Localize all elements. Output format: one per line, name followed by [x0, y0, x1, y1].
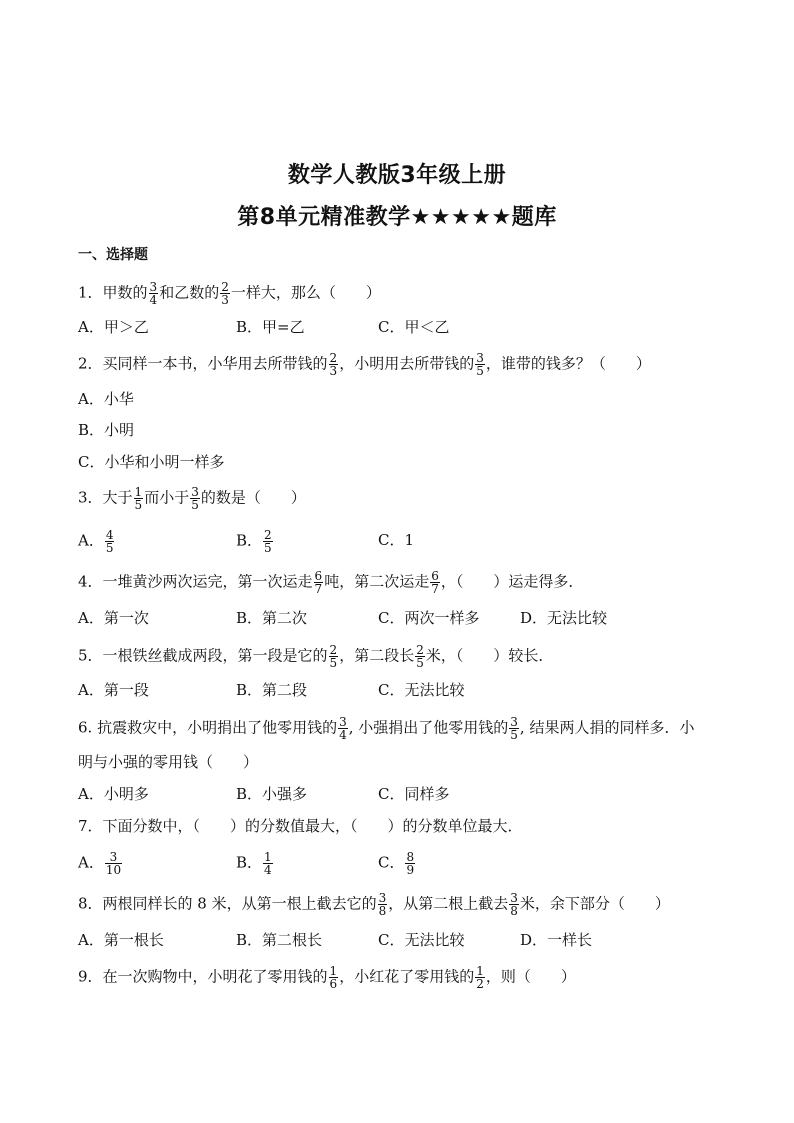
option-a[interactable]: A．小华	[78, 390, 134, 408]
option-a[interactable]: A．小明多	[78, 785, 149, 803]
question-6-continued: 明与小强的零用钱（ ）	[78, 753, 259, 771]
option-b[interactable]: B． $\frac{1}{4}$	[236, 850, 272, 877]
question-9	[78, 965, 576, 990]
option-a[interactable]: A．甲＞乙	[78, 318, 149, 336]
fraction: $\frac{3}{8}$	[510, 891, 518, 918]
option-b[interactable]: B．甲=乙	[236, 318, 305, 336]
fraction: $\frac{1}{6}$	[329, 964, 338, 991]
page-title: 数学人教版3年级上册	[287, 163, 507, 188]
question-text: 8．两根同样长的 8 米，从第一根上截去它的	[78, 894, 377, 913]
option-c[interactable]: C．1	[378, 531, 415, 549]
question-3	[78, 486, 306, 511]
question-text: , 小强捐出了他零用钱的	[348, 718, 509, 737]
question-text: ，第二段长	[339, 646, 415, 665]
fraction: $\frac{6}{7}$	[314, 569, 323, 596]
question-text: 4．一堆黄沙两次运完，第一次运走	[78, 572, 313, 591]
page-subtitle: 第8单元精准教学★★★★★题库	[237, 205, 557, 230]
option-c[interactable]: C．小华和小明一样多	[78, 453, 225, 471]
option-d[interactable]: D．无法比较	[520, 609, 608, 627]
fraction: $\frac{3}{4}$	[149, 280, 158, 307]
option-c[interactable]: C．同样多	[378, 785, 450, 803]
question-5	[78, 644, 553, 669]
question-4	[78, 570, 583, 595]
fraction: $\frac{3}{5}$	[476, 351, 484, 378]
question-text: 米，（ ）较长．	[425, 646, 554, 665]
question-text: ，小红花了零用钱的	[339, 967, 475, 986]
fraction: $\frac{1}{5}$	[134, 485, 143, 512]
question-text: ，则（ ）	[485, 967, 576, 986]
question-7: 7．下面分数中，（ ）的分数值最大，（ ）的分数单位最大．	[78, 817, 523, 835]
question-text: 和乙数的	[159, 283, 220, 302]
option-b[interactable]: B．第二次	[236, 609, 308, 627]
question-text: 一样大，那么（ ）	[230, 283, 381, 302]
fraction: $\frac{3}{8}$	[378, 891, 387, 918]
option-c[interactable]: C．无法比较	[378, 931, 465, 949]
option-c[interactable]: C．甲＜乙	[378, 318, 450, 336]
question-6	[78, 716, 694, 741]
option-d[interactable]: D．一样长	[520, 931, 593, 949]
option-b[interactable]: B．第二根长	[236, 931, 323, 949]
question-text: 9．在一次购物中，小明花了零用钱的	[78, 967, 328, 986]
fraction: $\frac{3}{4}$	[339, 715, 347, 742]
fraction: $\frac{6}{7}$	[431, 569, 439, 596]
option-a[interactable]: A．第一根长	[78, 931, 164, 949]
question-text: 而小于	[144, 488, 190, 507]
option-a[interactable]: A．第一次	[78, 609, 149, 627]
question-text: , 结果两人捐的同样多．小	[519, 718, 695, 737]
question-text: ，谁带的钱多？（ ）	[485, 354, 651, 373]
option-a[interactable]: A． $\frac{4}{5}$	[78, 528, 114, 555]
option-b[interactable]: B．第二段	[236, 681, 308, 699]
question-2	[78, 352, 651, 377]
fraction: $\frac{3}{5}$	[510, 715, 518, 742]
question-text: 2．买同样一本书，小华用去所带钱的	[78, 354, 328, 373]
question-1	[78, 281, 381, 306]
option-b[interactable]: B． $\frac{2}{5}$	[236, 528, 272, 555]
option-a[interactable]: A．第一段	[78, 681, 149, 699]
question-text: 米，余下部分（ ）	[519, 894, 670, 913]
fraction: $\frac{2}{5}$	[416, 643, 424, 670]
question-8	[78, 892, 670, 917]
question-text: 1．甲数的	[78, 283, 148, 302]
fraction: $\frac{3}{5}$	[191, 485, 199, 512]
fraction: $\frac{2}{3}$	[221, 280, 229, 307]
option-b[interactable]: B．小明	[78, 421, 135, 439]
question-text: ，小明用去所带钱的	[339, 354, 475, 373]
question-text: 的数是（ ）	[200, 488, 306, 507]
question-text: ，（ ）运走得多．	[440, 572, 584, 591]
question-text: ，从第二根上截去	[388, 894, 509, 913]
question-text: 吨，第二次运走	[324, 572, 430, 591]
option-c[interactable]: C．无法比较	[378, 681, 465, 699]
option-b[interactable]: B．小强多	[236, 785, 308, 803]
option-c[interactable]: C．两次一样多	[378, 609, 480, 627]
question-text: 3．大于	[78, 488, 133, 507]
option-c[interactable]: C． $\frac{8}{9}$	[378, 850, 415, 877]
fraction: $\frac{2}{3}$	[329, 351, 338, 378]
option-a[interactable]: A． $\frac{3}{10}$	[78, 850, 122, 877]
fraction: $\frac{2}{5}$	[329, 643, 338, 670]
question-text: 6. 抗震救灾中，小明捐出了他零用钱的	[78, 718, 338, 737]
question-text: 5．一根铁丝截成两段，第一段是它的	[78, 646, 328, 665]
section-heading: 一、选择题	[78, 247, 148, 263]
fraction: $\frac{1}{2}$	[476, 964, 484, 991]
